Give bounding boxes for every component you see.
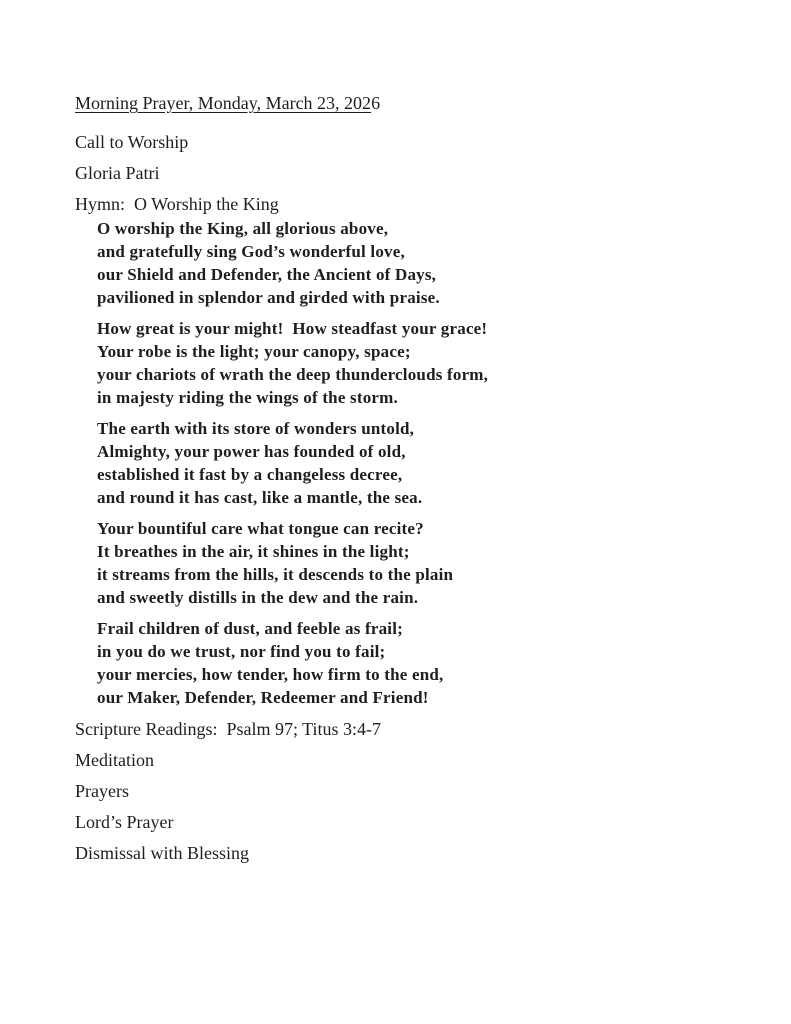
order-of-service — [75, 92, 751, 873]
verse-line: our Shield and Defender, the Ancient of Days, — [97, 265, 437, 284]
hymn-verse-4 — [97, 517, 751, 609]
verse-line: Your robe is the light; your canopy, space; — [97, 342, 411, 361]
verse-line: in you do we trust, nor find you to fail; — [97, 642, 386, 661]
order-item-call-to-worship: Call to Worship — [75, 132, 189, 152]
verse-line: How great is your might! How steadfast your grace! — [97, 319, 488, 338]
verse-line: your chariots of wrath the deep thunderclouds form, — [97, 365, 489, 384]
verse-line: Almighty, your power has founded of old, — [97, 442, 406, 461]
verse-line: The earth with its store of wonders untold, — [97, 419, 415, 438]
verse-line: your mercies, how tender, how firm to the end, — [97, 665, 444, 684]
hymn-verse-3 — [97, 417, 751, 509]
verse-line: and sweetly distills in the dew and the rain. — [97, 588, 419, 607]
verse-line: and gratefully sing God’s wonderful love, — [97, 242, 405, 261]
verse-line: in majesty riding the wings of the storm. — [97, 388, 398, 407]
order-item-prayers: Prayers — [75, 781, 129, 801]
order-item-scripture-readings: Scripture Readings: Psalm 97; Titus 3:4-7 — [75, 719, 382, 739]
verse-line: established it fast by a changeless decree, — [97, 465, 403, 484]
document-title-underlined-text: Morning Prayer, Monday, March 23, 202 — [75, 93, 372, 113]
order-item-meditation: Meditation — [75, 750, 154, 770]
order-item-gloria-patri: Gloria Patri — [75, 163, 160, 183]
order-item-lords-prayer: Lord’s Prayer — [75, 812, 174, 832]
document-title-tail-text: 6 — [371, 93, 381, 113]
verse-line: O worship the King, all glorious above, — [97, 219, 389, 238]
verse-line: It breathes in the air, it shines in the light; — [97, 542, 410, 561]
verse-line: our Maker, Defender, Redeemer and Friend! — [97, 688, 429, 707]
verse-line: pavilioned in splendor and girded with praise. — [97, 288, 440, 307]
verse-line: it streams from the hills, it descends to the plain — [97, 565, 454, 584]
order-item-dismissal: Dismissal with Blessing — [75, 843, 250, 863]
verse-line: Frail children of dust, and feeble as frail; — [97, 619, 403, 638]
verse-line: and round it has cast, like a mantle, the sea. — [97, 488, 423, 507]
verse-line: Your bountiful care what tongue can recite? — [97, 519, 424, 538]
hymn-verse-1 — [97, 217, 751, 309]
order-item-hymn-heading: Hymn: O Worship the King — [75, 194, 279, 214]
hymn-verse-2 — [97, 317, 751, 409]
hymn-verse-5 — [97, 617, 751, 709]
hymn-verses — [97, 217, 751, 709]
document-title — [75, 92, 751, 114]
